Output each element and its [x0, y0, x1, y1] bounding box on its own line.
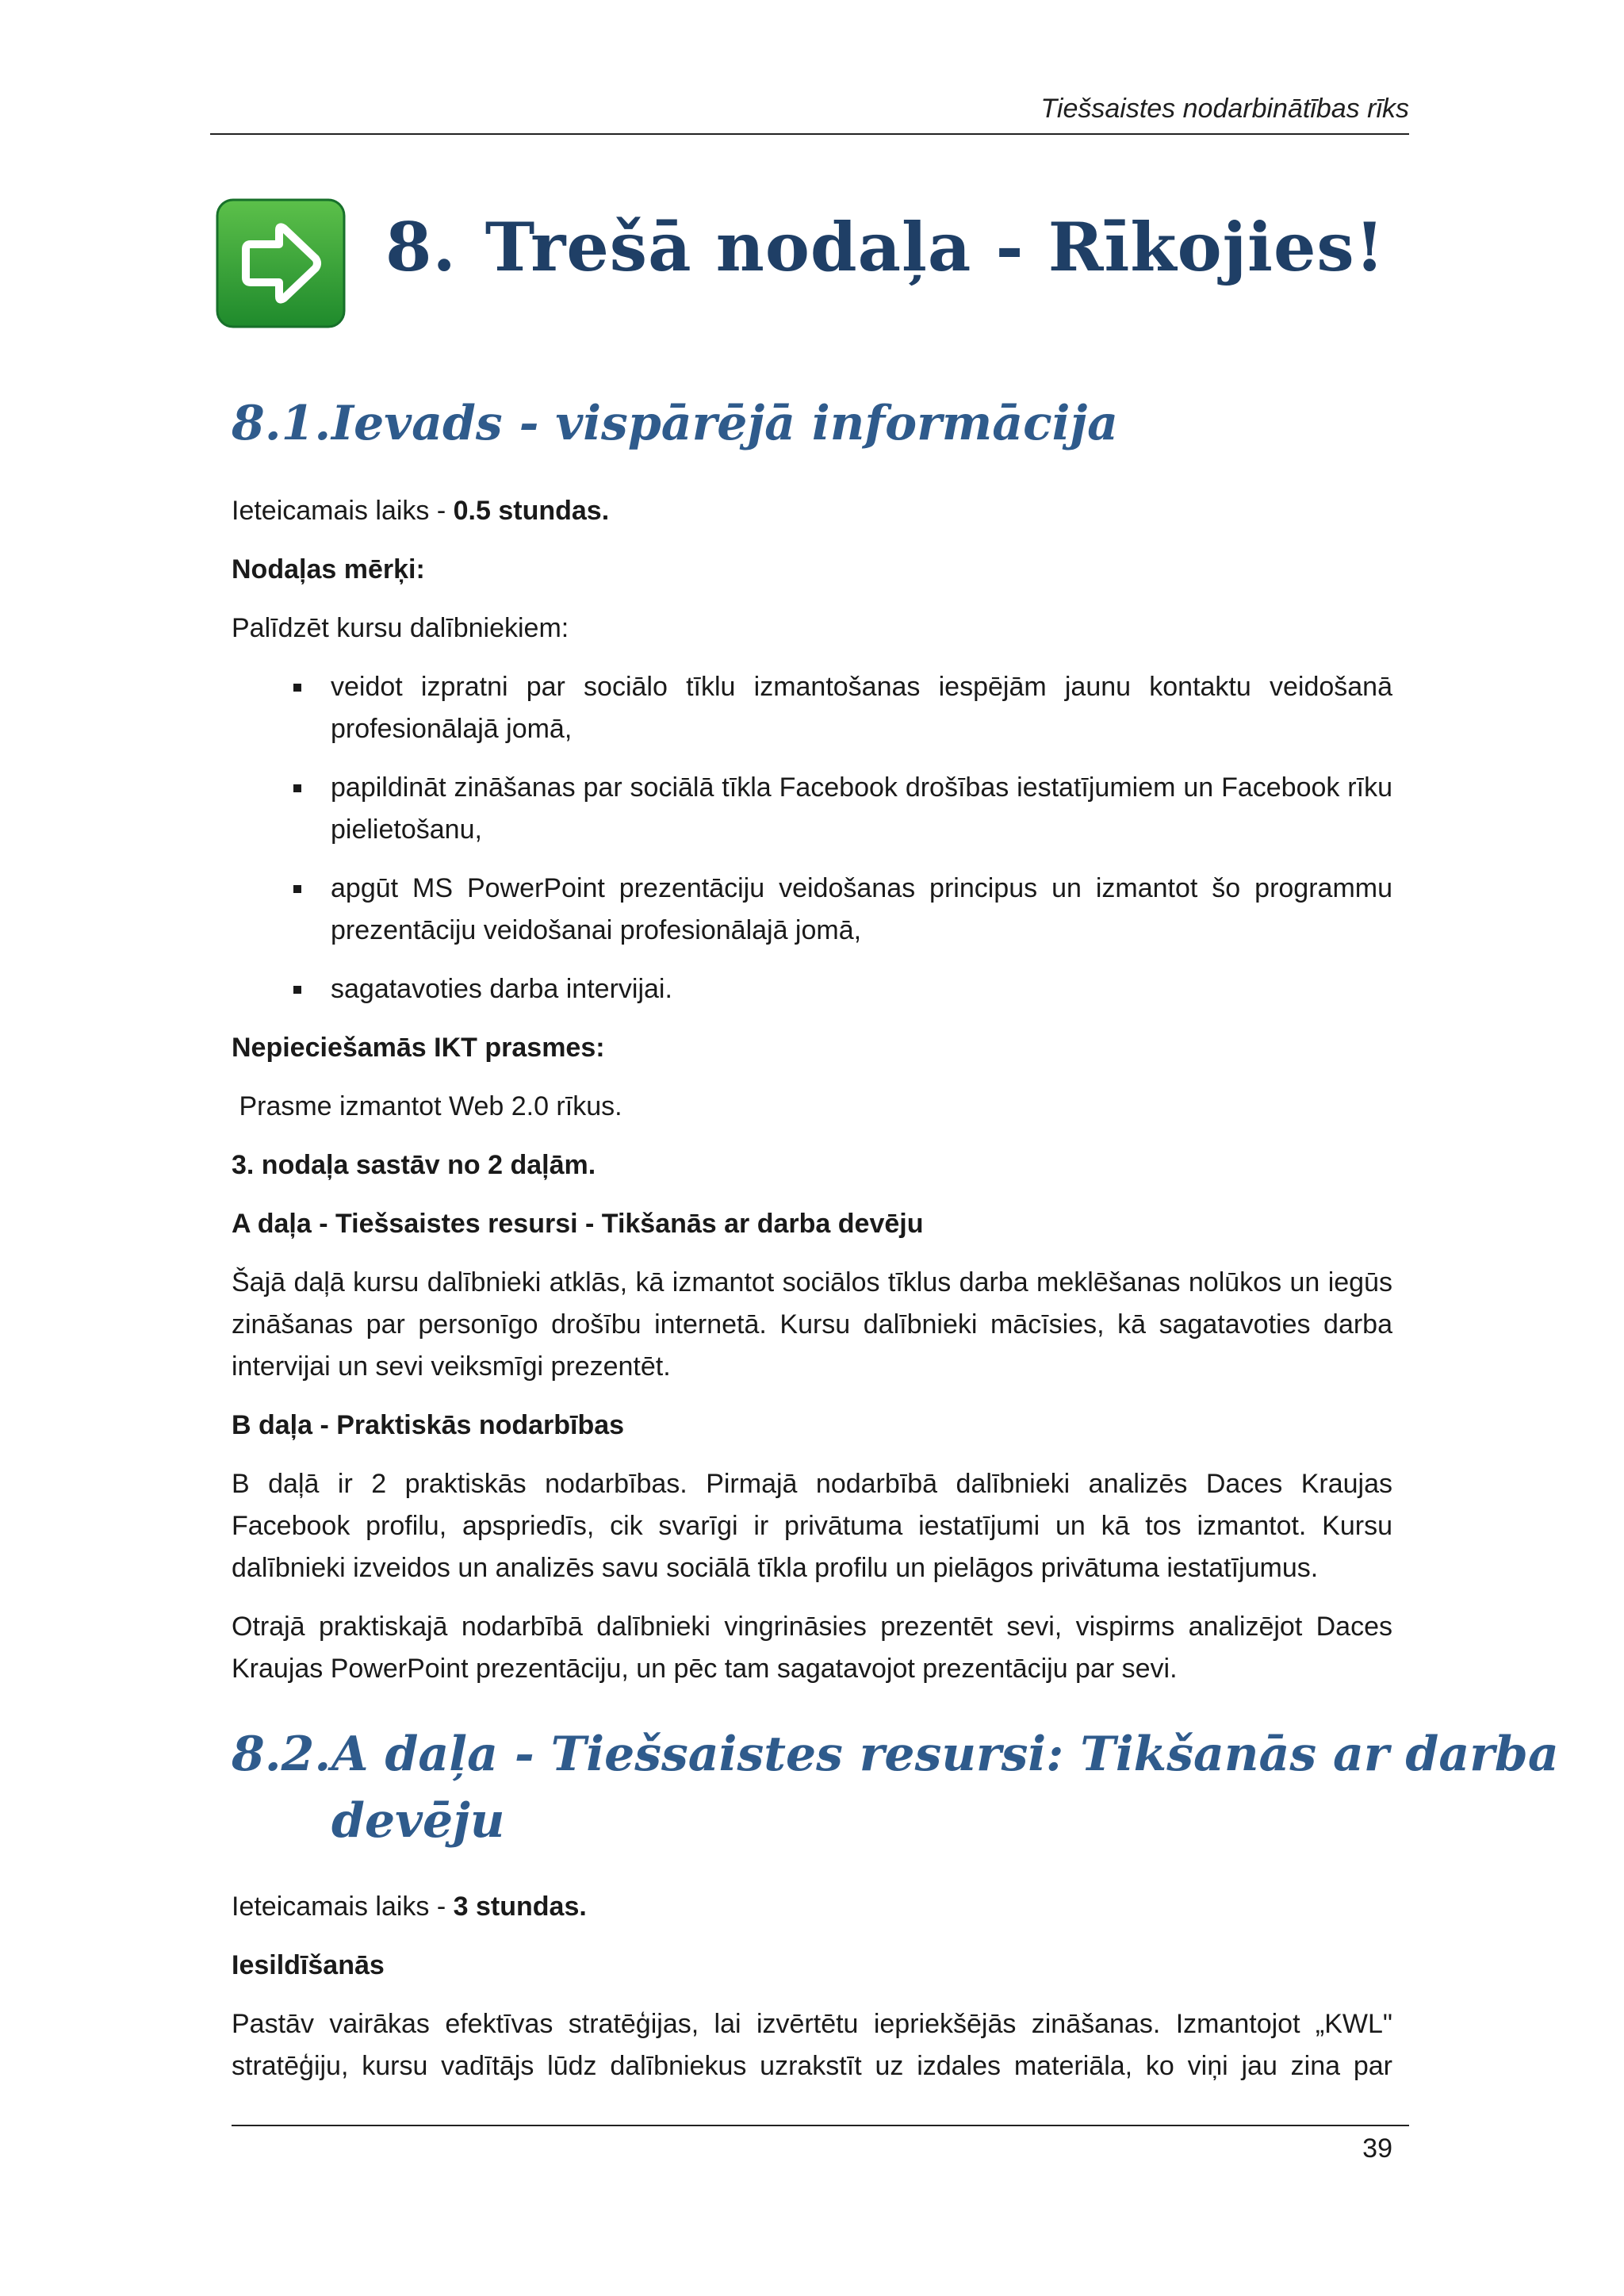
- section-2-body: [232, 1886, 1392, 2087]
- chapter-number: 8.: [385, 208, 457, 286]
- section-number: 8.2.: [232, 1727, 331, 1782]
- bullet-icon: [293, 784, 301, 792]
- goals-intro: Palīdzēt kursu dalībniekiem:: [232, 613, 569, 643]
- recommended-time-value: 0.5 stundas.: [453, 496, 610, 526]
- list-item: sagatavoties darba intervijai.: [232, 968, 1392, 1010]
- chapter-title-text: Trešā nodaļa - Rīkojies!: [485, 208, 1385, 286]
- recommended-time-label: Ieteicamais laiks -: [232, 1892, 454, 1922]
- section-heading-8-1: [232, 390, 1118, 457]
- part-a-text: Šajā daļā kursu dalībnieki atklās, kā izmantot sociālos tīklus darba meklēšanas nolūkos un iegūs zināšanas par personīgo drošību internetā. Kursu dalībnieki mācīsies, kā sagatavoties darba intervijai un sevi veiksmīgi prezentēt.: [232, 1267, 1392, 1382]
- recommended-time-label: Ieteicamais laiks -: [232, 496, 454, 526]
- recommended-time-value: 3 stundas.: [453, 1892, 587, 1922]
- section-title-line-2: devēju: [331, 1793, 505, 1849]
- parts-heading: 3. nodaļa sastāv no 2 daļām.: [232, 1150, 596, 1180]
- chapter-title: [385, 208, 1385, 286]
- header-rule: [210, 133, 1409, 135]
- section-title-text: Ievads - vispārējā informācija: [331, 396, 1119, 451]
- bullet-icon: [293, 885, 301, 893]
- goals-heading: Nodaļas mērķi:: [232, 554, 425, 585]
- warmup-text: Pastāv vairākas efektīvas stratēģijas, lai izvērtētu iepriekšējās zināšanas. Izmantojot „KWL" stratēģiju, kursu vadītājs lūdz dalībniekus uzrakstīt uz izdales materiāla, ko viņi jau zina par: [232, 2009, 1392, 2081]
- footer-rule: [232, 2125, 1409, 2126]
- section-1-body: [232, 490, 1392, 1690]
- part-b-heading: B daļa - Praktiskās nodarbības: [232, 1410, 625, 1440]
- page-number: 39: [1362, 2133, 1392, 2164]
- running-header: Tiešsaistes nodarbinātības rīks: [1040, 94, 1409, 124]
- part-b-text-2: Otrajā praktiskajā nodarbībā dalībnieki vingrināsies prezentēt sevi, vispirms analizējot Daces Kraujas PowerPoint prezentāciju, un pēc tam sagatavojot prezentāciju par sevi.: [232, 1612, 1392, 1684]
- section-title-line-1: A daļa - Tiešsaistes resursi: Tikšanās ar darba: [331, 1727, 1559, 1782]
- list-item: veidot izpratni par sociālo tīklu izmantošanas iespējām jaunu kontaktu veidošanā profesionālajā jomā,: [232, 666, 1392, 750]
- part-b-text-1: B daļā ir 2 praktiskās nodarbības. Pirmajā nodarbībā dalībnieki analizēs Daces Kraujas Facebook profilu, apspriedīs, cik svarīgi ir privātuma iestatījumi un kā tos izmantot. Kursu dalībnieki izveidos un analizēs savu sociālā tīkla profilu un pielāgos privātuma iestatījumus.: [232, 1469, 1392, 1583]
- bullet-icon: [293, 986, 301, 994]
- skills-heading: Nepieciešamās IKT prasmes:: [232, 1033, 605, 1063]
- recommended-time: [232, 490, 1392, 532]
- list-item: apgūt MS PowerPoint prezentāciju veidošanas principus un izmantot šo programmu prezentāciju veidošanai profesionālajā jomā,: [232, 868, 1392, 952]
- part-a-heading: A daļa - Tiešsaistes resursi - Tikšanās ar darba devēju: [232, 1209, 924, 1239]
- bullet-icon: [293, 684, 301, 692]
- section-number: 8.1.: [232, 396, 331, 451]
- recommended-time: [232, 1886, 1392, 1928]
- section-heading-8-2: [232, 1721, 1559, 1854]
- arrow-right-icon: [216, 198, 346, 328]
- list-item: papildināt zināšanas par sociālā tīkla Facebook drošības iestatījumiem un Facebook rīku pielietošanu,: [232, 767, 1392, 851]
- warmup-heading: Iesildīšanās: [232, 1950, 385, 1980]
- skills-text: Prasme izmantot Web 2.0 rīkus.: [232, 1091, 622, 1121]
- goals-list: [232, 666, 1392, 1010]
